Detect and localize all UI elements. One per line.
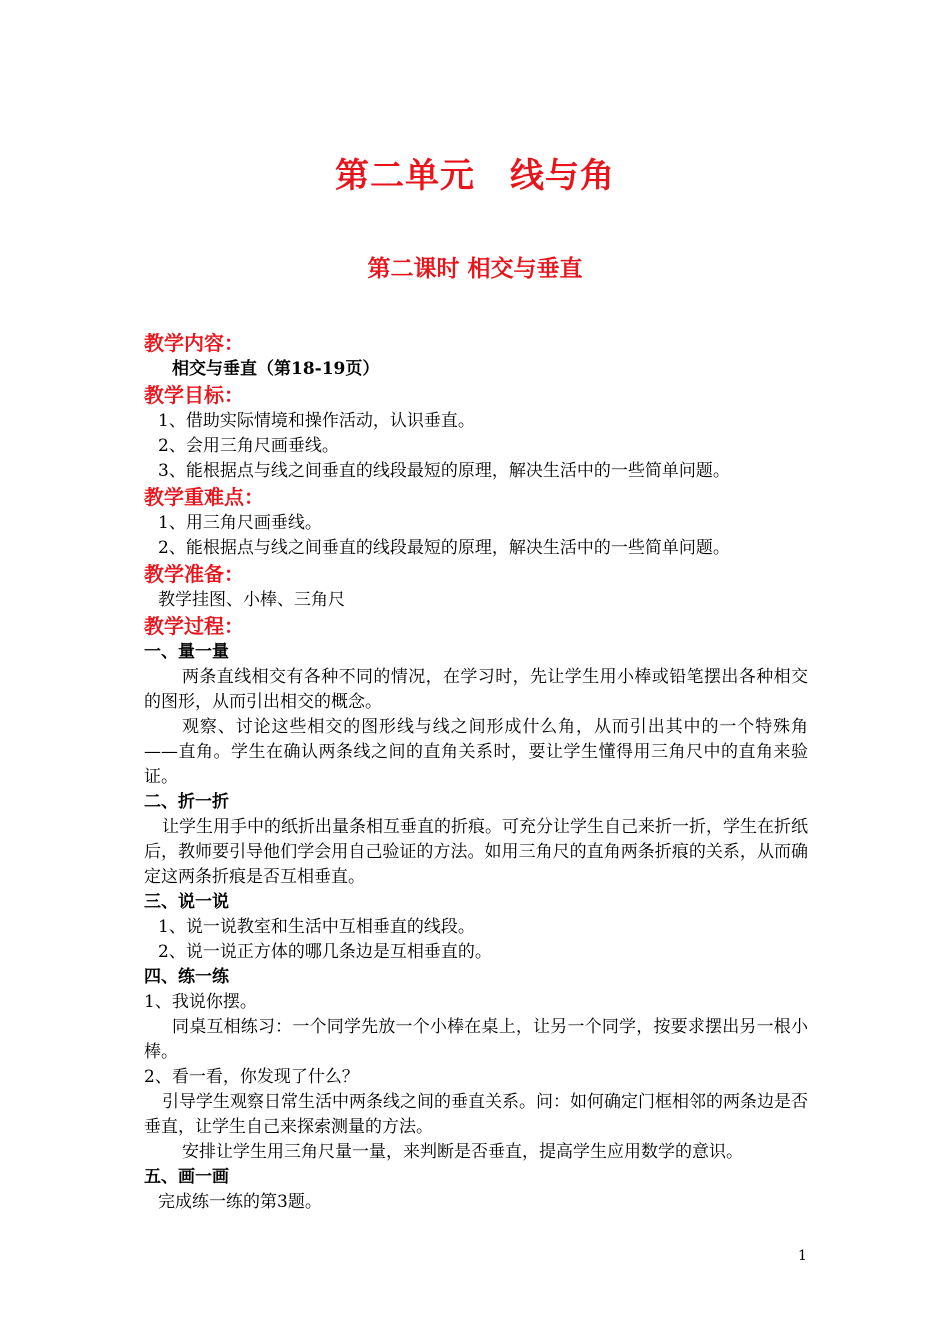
section-4-paragraph: 同桌互相练习：一个同学先放一个小棒在桌上，让另一个同学，按要求摆出另一根小棒。 bbox=[144, 1017, 808, 1062]
key-points-heading: 教学重难点： bbox=[144, 485, 264, 509]
key-point-item: 1、用三角尺画垂线。 bbox=[158, 513, 322, 533]
unit-title: 第二单元 线与角 bbox=[335, 156, 615, 196]
goal-item: 1、借助实际情境和操作活动，认识垂直。 bbox=[158, 411, 475, 431]
preparation-line: 教学挂图、小棒、三角尺 bbox=[158, 590, 345, 610]
section-4-question: 1、我说你摆。 bbox=[144, 992, 257, 1012]
section-4-paragraph: 安排让学生用三角尺量一量，来判断是否垂直，提高学生应用数学的意识。 bbox=[182, 1142, 743, 1162]
content-line: 相交与垂直（第18-19页） bbox=[172, 359, 380, 379]
section-1-title: 一、量一量 bbox=[144, 642, 229, 662]
lesson-subtitle: 第二课时 相交与垂直 bbox=[367, 255, 583, 282]
goal-item: 3、能根据点与线之间垂直的线段最短的原理，解决生活中的一些简单问题。 bbox=[158, 461, 730, 481]
goal-item: 2、会用三角尺画垂线。 bbox=[158, 436, 339, 456]
section-5-line: 完成练一练的第3题。 bbox=[158, 1192, 322, 1212]
section-3-item: 2、说一说正方体的哪几条边是互相垂直的。 bbox=[158, 942, 492, 962]
section-4-question: 2、看一看，你发现了什么？ bbox=[144, 1067, 359, 1087]
goals-heading: 教学目标： bbox=[144, 383, 244, 407]
document-body bbox=[144, 330, 808, 1215]
section-5-title: 五、画一画 bbox=[144, 1167, 229, 1187]
section-2-paragraph: 让学生用手中的纸折出量条相互垂直的折痕。可充分让学生自己来折一折，学生在折纸后，教师要引导他们学会用自己验证的方法。如用三角尺的直角两条折痕的关系，从而确定这两条折痕是否互相垂直。 bbox=[144, 817, 808, 887]
key-point-item: 2、能根据点与线之间垂直的线段最短的原理，解决生活中的一些简单问题。 bbox=[158, 538, 730, 558]
section-3-title: 三、说一说 bbox=[144, 892, 229, 912]
section-1-paragraph: 观察、讨论这些相交的图形线与线之间形成什么角，从而引出其中的一个特殊角——直角。学生在确认两条线之间的直角关系时，要让学生懂得用三角尺中的直角来验证。 bbox=[144, 717, 808, 787]
section-1-paragraph: 两条直线相交有各种不同的情况，在学习时，先让学生用小棒或铅笔摆出各种相交的图形，从而引出相交的概念。 bbox=[144, 667, 808, 712]
section-3-item: 1、说一说教室和生活中互相垂直的线段。 bbox=[158, 917, 475, 937]
content-heading: 教学内容： bbox=[144, 331, 244, 355]
section-4-paragraph: 引导学生观察日常生活中两条线之间的垂直关系。问：如何确定门框相邻的两条边是否垂直，让学生自己来探索测量的方法。 bbox=[144, 1092, 808, 1137]
process-heading: 教学过程： bbox=[144, 614, 244, 638]
section-2-title: 二、折一折 bbox=[144, 792, 229, 812]
preparation-heading: 教学准备： bbox=[144, 562, 244, 586]
section-4-title: 四、练一练 bbox=[144, 967, 229, 987]
page-number: 1 bbox=[798, 1248, 807, 1264]
